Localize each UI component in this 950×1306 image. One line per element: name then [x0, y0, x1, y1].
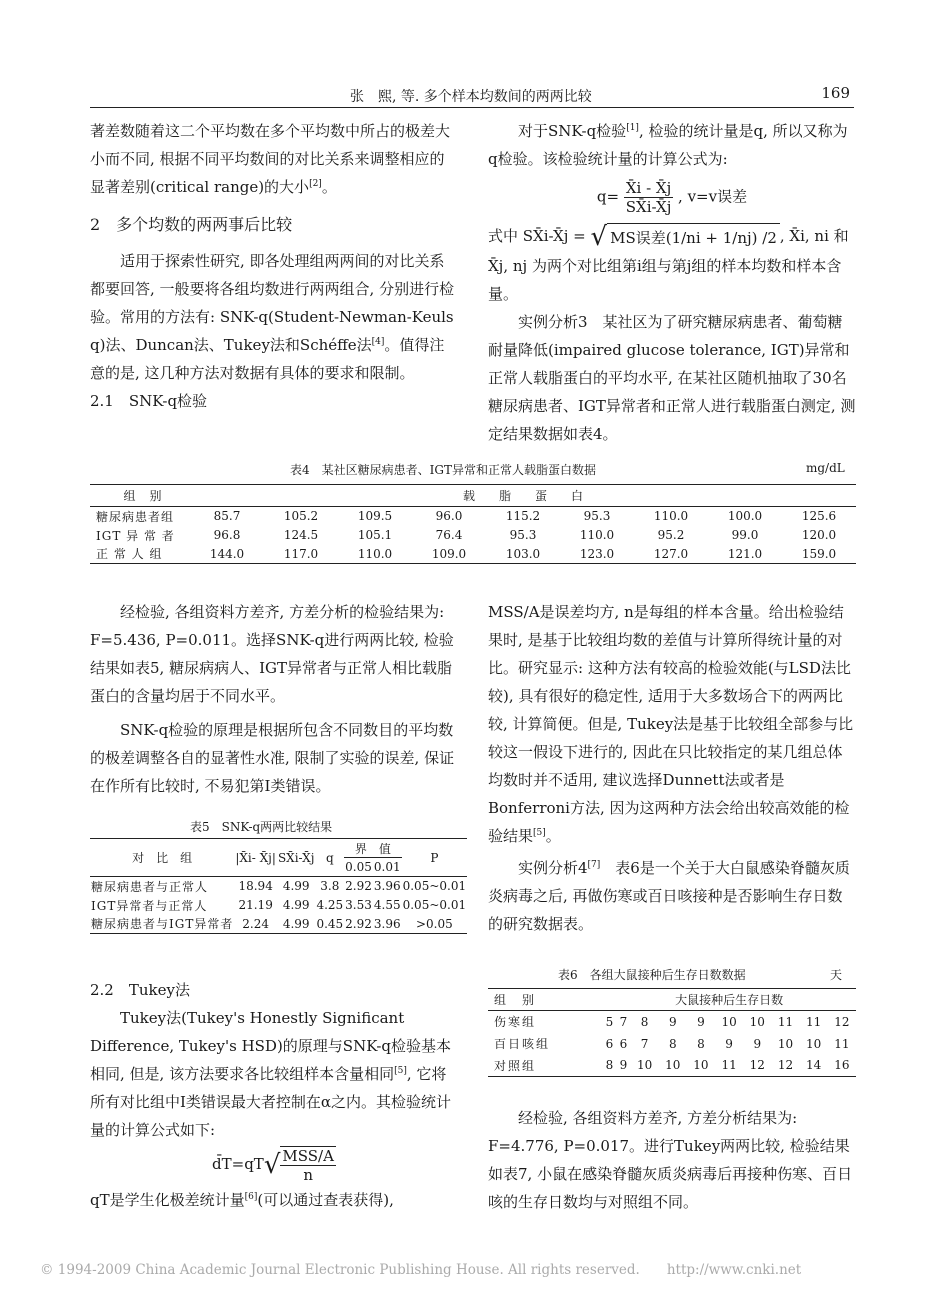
right-column-top: [488, 117, 856, 448]
table-cell: 110.0: [653, 509, 689, 524]
table-cell: 8: [697, 1036, 705, 1051]
table-cell: 0.05~0.01: [402, 898, 467, 912]
table-cell: 糖尿病患者与正常人: [91, 879, 209, 894]
table-cell: 10: [636, 1058, 653, 1073]
table-cell: 12: [834, 1014, 850, 1029]
paragraph: 对于SNK-q检验[1], 检验的统计量是q, 所以又称为q检验。该检验统计量的计算公式为:: [488, 122, 848, 168]
table-cell: 4.55: [373, 898, 401, 912]
table-cell: 121.0: [727, 546, 763, 561]
table-cell: IGT 异 常 者: [96, 528, 175, 543]
running-header: [90, 84, 854, 108]
table-cell: 2.92: [345, 879, 372, 894]
table-cell: >0.05: [415, 916, 453, 931]
table-cell: 127.0: [653, 546, 689, 561]
table-cell: 正 常 人 组: [96, 547, 163, 562]
table6-unit: 天: [830, 968, 843, 982]
right-column-bottom: [488, 1104, 856, 1216]
table-cell: 21.19: [238, 898, 273, 912]
table-cell: 10: [805, 1036, 822, 1051]
table6-caption: 表6 各组大鼠接种后生存日数数据: [558, 968, 746, 982]
table-cell: 3.53: [345, 898, 372, 912]
table-header: 大鼠接种后生存日数: [675, 993, 784, 1007]
table-cell: 8: [640, 1014, 649, 1029]
table-cell: 4.99: [282, 916, 310, 931]
table-cell: 123.0: [579, 546, 615, 561]
table-cell: 百日咳组: [494, 1037, 551, 1051]
table-cell: 95.3: [583, 509, 611, 524]
paragraph: SNK-q检验的原理是根据所包含不同数目的平均数的极差调整各自的显著性水准, 限制了实验的误差, 保证在作所有比较时, 不易犯第Ⅰ类错误。: [90, 721, 455, 795]
table-cell: 99.0: [731, 528, 759, 542]
paragraph: 适用于探索性研究, 即各处理组两两间的对比关系都要回答, 一般要将各组均数进行两两组合, 分别进行检验。常用的方法有: SNK-q(Student-Newman-Keuls q)法、Duncan法、Tukey法和Schéffe法[4]。值得注意的是, 这几种方法对数据有具体的要求和限制。: [90, 252, 455, 382]
table-cell: 10: [721, 1014, 737, 1029]
table-header: q: [325, 850, 334, 865]
table-header: 0.05: [345, 860, 372, 874]
table-cell: 110.0: [357, 546, 393, 561]
table-cell: 6: [619, 1036, 628, 1051]
table-cell: 100.0: [727, 509, 763, 524]
table-row: [488, 1033, 856, 1055]
table-cell: 110.0: [579, 528, 615, 542]
table-cell: 9: [725, 1036, 733, 1051]
table-cell: 6: [605, 1036, 614, 1051]
table-row: [488, 1011, 856, 1033]
table-cell: 4.99: [282, 898, 310, 912]
table-row: [488, 1055, 856, 1077]
table-header: 对 比 组: [132, 851, 193, 865]
table-cell: 对照组: [494, 1058, 537, 1073]
table-row: [90, 507, 856, 526]
table-cell: 4.25: [316, 898, 344, 912]
table-cell: 伤寒组: [494, 1015, 537, 1030]
table-cell: 18.94: [238, 879, 273, 894]
header-title: 张 熙, 等. 多个样本均数间的两两比较: [350, 89, 592, 105]
table-cell: 103.0: [505, 546, 541, 561]
table-cell: 8: [605, 1058, 614, 1073]
table-cell: 糖尿病患者组: [96, 509, 175, 524]
paragraph: 著差数随着这二个平均数在多个平均数中所占的极差大小而不同, 根据不同平均数间的对比关系来调整相应的显著差别(critical range)的大小[2]。: [90, 122, 451, 196]
table-cell: 16: [834, 1058, 850, 1073]
left-column-bottom: [90, 976, 458, 1214]
table-header: P: [430, 850, 439, 865]
paragraph: 经检验, 各组资料方差齐, 方差分析的检验结果为: F=5.436, P=0.011。选择SNK-q进行两两比较, 检验结果如表5, 糖尿病病人、IGT异常者与正常人相比载脂蛋白的含量均居于不同水平。: [90, 603, 454, 705]
table-cell: 5: [605, 1014, 614, 1029]
table4-caption: 表4 某社区糖尿病患者、IGT异常和正常人载脂蛋白数据: [290, 463, 596, 477]
page-number: 169: [821, 84, 850, 102]
left-column-top: [90, 117, 458, 415]
table-cell: 12: [749, 1058, 765, 1073]
right-column-mid: [488, 598, 856, 938]
table-cell: 96.0: [435, 509, 463, 524]
table-cell: 7: [640, 1036, 649, 1051]
table-cell: 120.0: [801, 528, 837, 542]
table-cell: 11: [777, 1014, 794, 1029]
table-row: [90, 877, 467, 896]
table6: [488, 988, 856, 1077]
table-cell: 105.1: [357, 528, 393, 542]
subsection-heading: 2.2 Tukey法: [90, 981, 190, 999]
table-header: 界 值: [344, 839, 401, 858]
table-cell: 3.96: [373, 916, 401, 931]
table-cell: 9: [697, 1014, 705, 1029]
section-heading: 2 多个均数的两两事后比较: [90, 215, 293, 234]
table-cell: 4.99: [282, 879, 310, 894]
table-cell: 10: [777, 1036, 794, 1051]
table-cell: 125.6: [801, 509, 837, 524]
table5: [90, 838, 467, 934]
table-cell: 9: [668, 1014, 677, 1029]
table-cell: 9: [753, 1036, 762, 1051]
table-cell: 115.2: [505, 509, 541, 524]
table-row: [90, 545, 856, 564]
tukey-formula: d̄T=qT√ MSS/A n: [212, 1147, 334, 1184]
subsection-heading: 2.1 SNK-q检验: [90, 392, 208, 410]
table-cell: 11: [721, 1058, 737, 1073]
table-cell: 7: [619, 1014, 628, 1029]
table-cell: 159.0: [801, 546, 837, 561]
left-column-mid: [90, 598, 458, 800]
paragraph: MSS/A是误差均方, n是每组的样本含量。给出检验结果时, 是基于比较组均数的差值与计算所得统计量的对比。研究显示: 这种方法有较高的检验效能(与LSD法比较), 具有很好的稳定性, 适用于大多数场合下的两两比较, 计算简便。但是, Tukey法是基于比较组全部参与比较这一假设下进行的, 因此在只比较指定的某几组总体均数时并不适用, 建议选择Dunnett法或者是Bonferroni方法, 因为这两种方法会给出较高效能的检验结果[5]。: [488, 603, 854, 845]
table-cell: 14: [805, 1058, 822, 1073]
table-cell: 10: [665, 1058, 681, 1073]
table-cell: 10: [693, 1058, 709, 1073]
paragraph: 经检验, 各组资料方差齐, 方差分析结果为: F=4.776, P=0.017。进行Tukey两两比较, 检验结果如表7, 小鼠在感染脊髓灰质炎病毒后再接种伤寒、百日咳的生存日数均与对照组不同。: [488, 1109, 853, 1211]
table-cell: 2.92: [345, 916, 372, 931]
table-cell: 3.96: [373, 879, 401, 894]
table-cell: 95.3: [509, 528, 537, 542]
table-cell: 76.4: [435, 528, 463, 542]
table-header: 0.01: [373, 860, 401, 874]
table-cell: 2.24: [242, 916, 269, 931]
copyright-footer: © 1994-2009 China Academic Journal Electronic Publishing House. All rights reserved. http://www.cnki.net: [40, 1262, 802, 1278]
table-cell: 8: [668, 1036, 677, 1051]
table-cell: 109.0: [431, 546, 467, 561]
paragraph: qT是学生化极差统计量[6](可以通过查表获得),: [90, 1191, 394, 1209]
table-cell: 12: [777, 1058, 794, 1073]
table-cell: 95.2: [657, 528, 685, 542]
table-cell: 117.0: [283, 546, 319, 561]
table-cell: 109.5: [357, 509, 393, 524]
table-cell: 105.2: [283, 509, 319, 524]
paragraph: 式中 SX̄i-X̄j = √ MS误差(1/ni + 1/nj) /2 , X̄i, ni 和 X̄j, nj 为两个对比组第i组与第j组的样本均数和样本含量。: [488, 222, 849, 303]
table-header: |X̄i- X̄j|: [235, 850, 276, 865]
table5-caption: 表5 SNK-q两两比较结果: [190, 820, 333, 834]
table-cell: 3.8: [320, 879, 340, 894]
table-cell: 糖尿病患者与IGT异常者: [91, 917, 234, 932]
paragraph: Tukey法(Tukey's Honestly Significant Difference, Tukey's HSD)的原理与SNK-q检验基本相同, 但是, 该方法要求各比较组样本含量相同[5], 它将所有对比组中Ⅰ类错误最大者控制在α之内。其检验统计量的计算公式如下:: [90, 1009, 452, 1139]
table-cell: IGT异常者与正常人: [91, 898, 208, 913]
table-cell: 11: [834, 1036, 850, 1051]
table-header: 组 别: [90, 485, 190, 507]
table-cell: 9: [619, 1058, 628, 1073]
table-cell: 144.0: [209, 546, 245, 561]
q-formula: q= $\frac{X̄i - X̄j}{SX̄i-X̄j}$ , v=v误差: [596, 179, 748, 216]
paragraph: 实例分析3 某社区为了研究糖尿病患者、葡萄糖耐量降低(impaired glucose tolerance, IGT)异常和正常人载脂蛋白的平均水平, 在某社区随机抽取了30名糖尿病患者、IGT异常者和正常人进行载脂蛋白测定, 测定结果数据如表4。: [488, 312, 856, 443]
table-header: 载 脂 蛋 白: [190, 485, 856, 507]
table-header: 组 别: [494, 993, 537, 1007]
table-row: [90, 896, 467, 915]
paragraph: 实例分析4[7] 表6是一个关于大白鼠感染脊髓灰质炎病毒之后, 再做伤寒或百日咳接种是否影响生存日数的研究数据表。: [488, 859, 850, 933]
table-row: [90, 526, 856, 545]
table-cell: 10: [749, 1014, 765, 1029]
table-cell: 124.5: [283, 528, 319, 542]
table-cell: 11: [805, 1014, 822, 1029]
table-row: [90, 915, 467, 934]
table-cell: 85.7: [213, 509, 241, 524]
table-cell: 96.8: [213, 528, 241, 542]
table4: [90, 484, 856, 564]
table-cell: 0.45: [316, 916, 344, 931]
table-header: SX̄i-X̄j: [277, 850, 315, 865]
table-cell: 0.05~0.01: [402, 879, 467, 894]
table4-unit: mg/dL: [806, 461, 845, 475]
